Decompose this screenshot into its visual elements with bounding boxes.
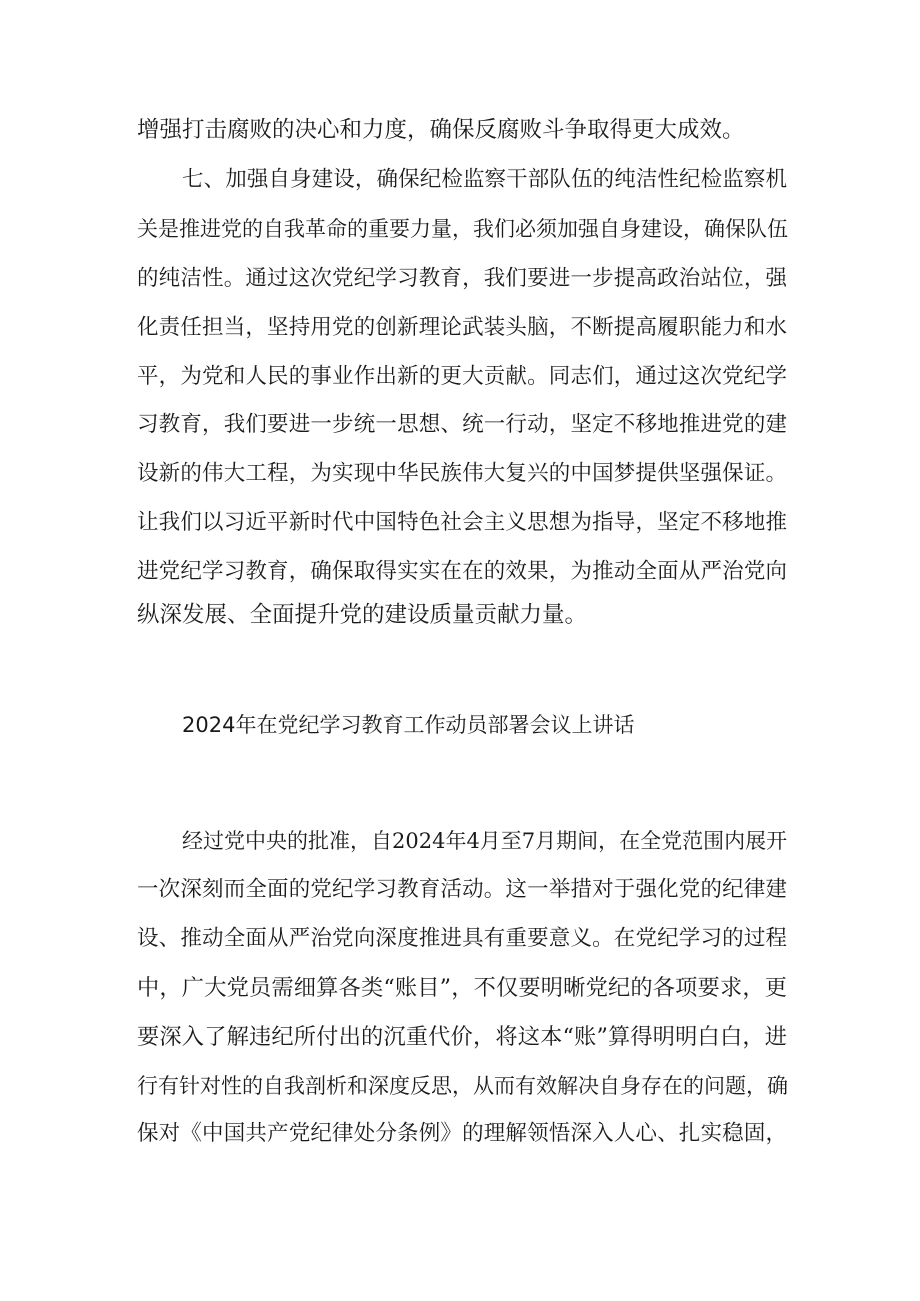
paragraph-3-line-1: 经过党中央的批准，自2024年4月至7月期间，在全党范围内展开 [182,829,788,853]
paragraph-2-line-8: 让我们以习近平新时代中国特色社会主义思想为指导，坚定不移地推 [137,510,787,535]
paragraph-3-line-2: 一次深刻而全面的党纪学习教育活动。这一举措对于强化党的纪律建 [137,877,787,902]
paragraph-2-line-3: 的纯洁性。通过这次党纪学习教育，我们要进一步提高政治站位，强 [137,266,787,291]
paragraph-2-line-6: 习教育，我们要进一步统一思想、统一行动，坚定不移地推进党的建 [137,412,787,437]
paragraph-2-line-9: 进党纪学习教育，确保取得实实在在的效果，为推动全面从严治党向 [137,559,787,584]
paragraph-3-line-5: 要深入了解违纪所付出的沉重代价，将这本“账”算得明明白白，进 [137,1024,787,1050]
paragraph-3-line-4: 中，广大党员需细算各类“账目”，不仅要明晰党纪的各项要求，更 [137,975,787,1001]
paragraph-2-line-10: 纵深发展、全面提升党的建设质量贡献力量。 [137,602,588,628]
paragraph-2-line-7: 设新的伟大工程，为实现中华民族伟大复兴的中国梦提供坚强保证。 [137,461,787,486]
paragraph-3-line-6: 行有针对性的自我剖析和深度反思，从而有效解决自身存在的问题，确 [137,1074,788,1098]
paragraph-1-line-1: 增强打击腐败的决心和力度，确保反腐败斗争取得更大成效。 [137,117,745,143]
paragraph-2-line-5: 平，为党和人民的事业作出新的更大贡献。同志们，通过这次党纪学 [137,364,787,389]
paragraph-2-line-1: 七、加强自身建设，确保纪检监察干部队伍的纯洁性纪检监察机 [182,167,787,192]
paragraph-2-line-2: 关是推进党的自我革命的重要力量，我们必须加强自身建设，确保队伍 [137,217,788,241]
section-heading: 2024年在党纪学习教育工作动员部署会议上讲话 [182,713,635,737]
paragraph-2-line-4: 化责任担当，坚持用党的创新理论武装头脑，不断提高履职能力和水 [137,315,787,340]
paragraph-3-line-7: 保对《中国共产党纪律处分条例》的理解领悟深入人心、扎实稳固， [137,1121,787,1146]
paragraph-3-line-3: 设、推动全面从严治党向深度推进具有重要意义。在党纪学习的过程 [137,926,787,951]
